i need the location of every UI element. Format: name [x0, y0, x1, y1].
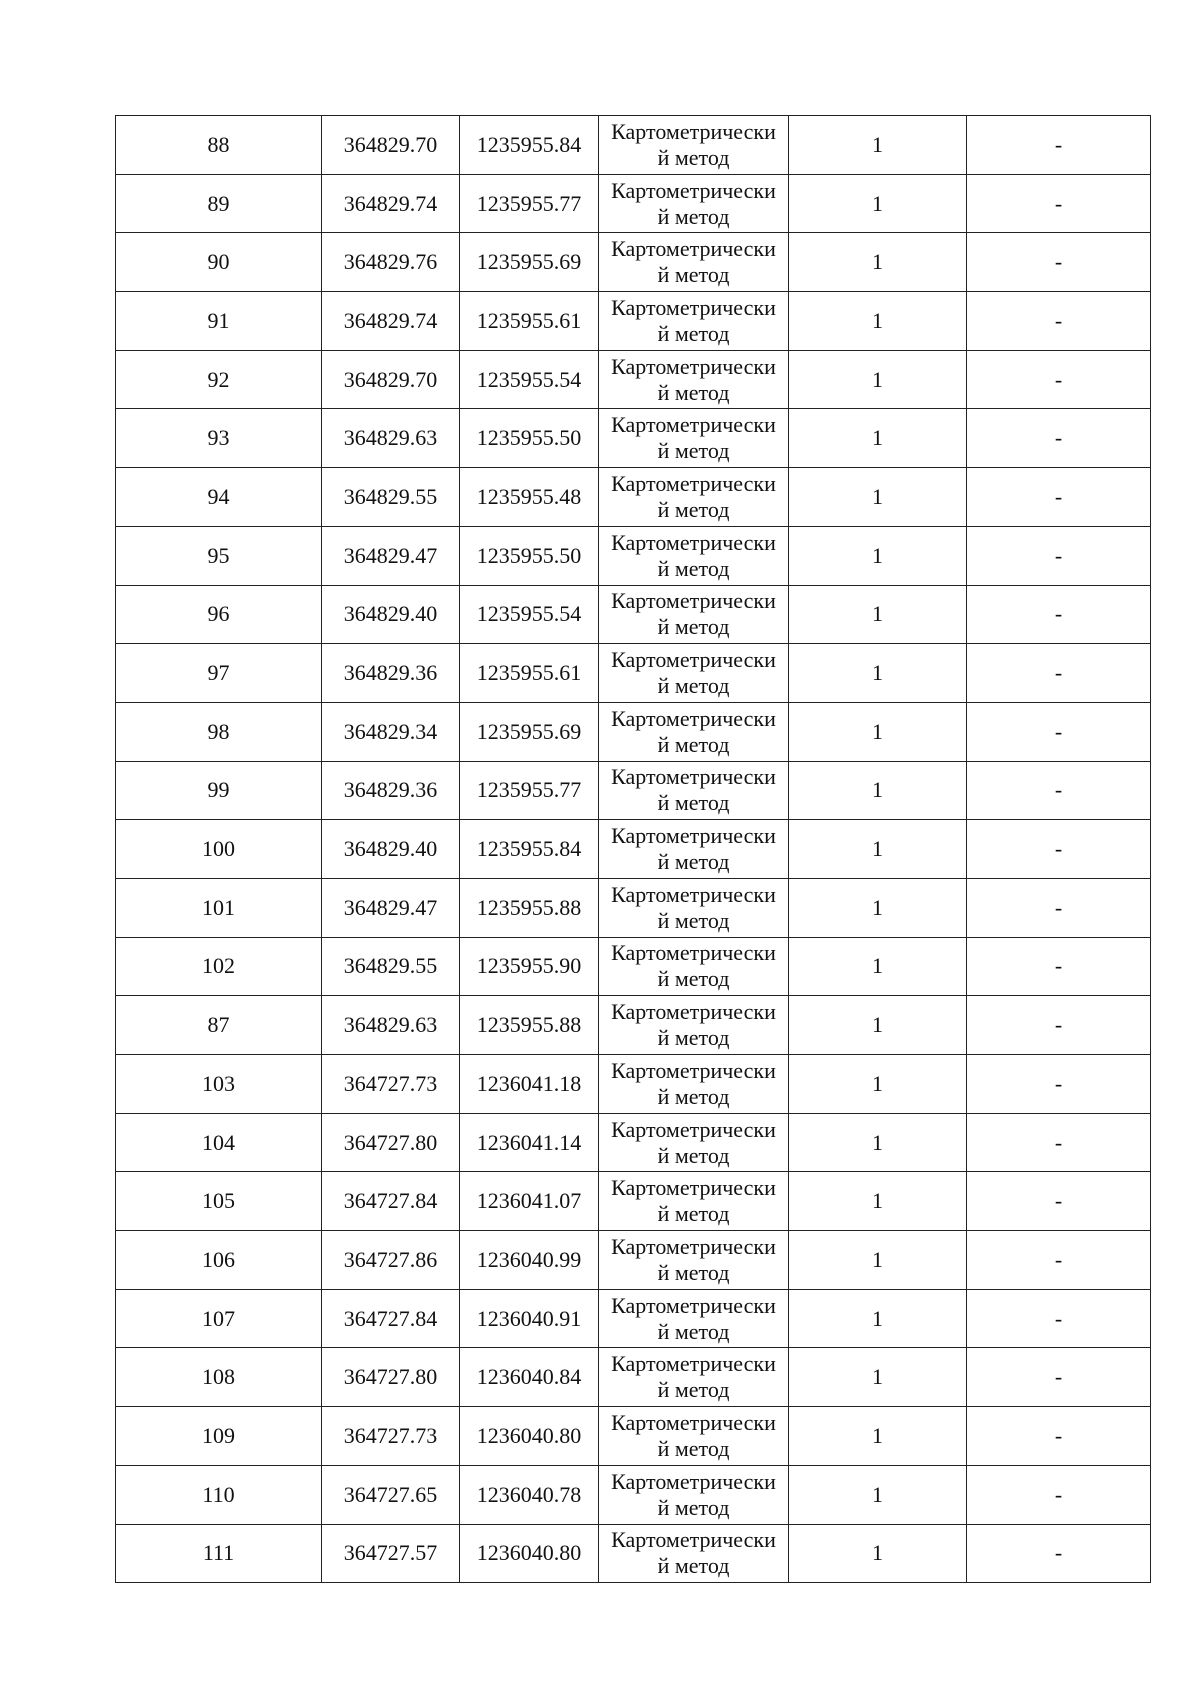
- x-coordinate-cell: 364829.47: [322, 526, 460, 585]
- table-row: [116, 1113, 1151, 1172]
- y-coordinate-cell: 1235955.54: [460, 585, 599, 644]
- method-text-line-2: й метод: [657, 144, 730, 170]
- note-cell: -: [967, 937, 1151, 996]
- accuracy-cell: 1: [789, 526, 967, 585]
- method-text-line-1: Картометрически: [611, 177, 776, 203]
- method-cell: [599, 233, 789, 292]
- table-row: [116, 761, 1151, 820]
- note-cell: -: [967, 526, 1151, 585]
- method-text-line-1: Картометрически: [611, 1468, 776, 1494]
- note-cell: -: [967, 1407, 1151, 1466]
- method-cell: [599, 1113, 789, 1172]
- y-coordinate-cell: 1235955.84: [460, 116, 599, 175]
- y-coordinate-cell: 1235955.88: [460, 996, 599, 1055]
- y-coordinate-cell: 1236041.14: [460, 1113, 599, 1172]
- y-coordinate-cell: 1235955.48: [460, 468, 599, 527]
- method-text-line-2: й метод: [657, 438, 730, 464]
- x-coordinate-cell: 364727.80: [322, 1348, 460, 1407]
- table-row: [116, 468, 1151, 527]
- y-coordinate-cell: 1235955.61: [460, 644, 599, 703]
- method-cell: [599, 1524, 789, 1583]
- y-coordinate-cell: 1235955.84: [460, 820, 599, 879]
- note-cell: -: [967, 233, 1151, 292]
- method-cell: [599, 526, 789, 585]
- method-cell: [599, 1172, 789, 1231]
- method-cell: [599, 116, 789, 175]
- note-cell: -: [967, 996, 1151, 1055]
- method-text-line-2: й метод: [657, 849, 730, 875]
- x-coordinate-cell: 364727.73: [322, 1055, 460, 1114]
- y-coordinate-cell: 1236040.78: [460, 1465, 599, 1524]
- method-text-line-1: Картометрически: [611, 118, 776, 144]
- method-cell: [599, 761, 789, 820]
- accuracy-cell: 1: [789, 233, 967, 292]
- method-text-line-2: й метод: [657, 966, 730, 992]
- accuracy-cell: 1: [789, 1113, 967, 1172]
- method-text-line-1: Картометрически: [611, 529, 776, 555]
- note-cell: -: [967, 1465, 1151, 1524]
- accuracy-cell: 1: [789, 702, 967, 761]
- method-text-line-1: Картометрически: [611, 705, 776, 731]
- point-number-cell: 100: [116, 820, 322, 879]
- x-coordinate-cell: 364829.76: [322, 233, 460, 292]
- note-cell: -: [967, 116, 1151, 175]
- method-text-line-1: Картометрически: [611, 1057, 776, 1083]
- x-coordinate-cell: 364829.34: [322, 702, 460, 761]
- coordinates-table: [115, 115, 1151, 1583]
- point-number-cell: 89: [116, 174, 322, 233]
- note-cell: -: [967, 702, 1151, 761]
- note-cell: -: [967, 1348, 1151, 1407]
- method-text-line-2: й метод: [657, 1142, 730, 1168]
- point-number-cell: 88: [116, 116, 322, 175]
- y-coordinate-cell: 1235955.54: [460, 350, 599, 409]
- point-number-cell: 99: [116, 761, 322, 820]
- method-text-line-1: Картометрически: [611, 1175, 776, 1201]
- method-text-line-1: Картометрически: [611, 764, 776, 790]
- note-cell: -: [967, 878, 1151, 937]
- point-number-cell: 96: [116, 585, 322, 644]
- method-text-line-1: Картометрически: [611, 1527, 776, 1553]
- method-text-line-2: й метод: [657, 379, 730, 405]
- y-coordinate-cell: 1236041.18: [460, 1055, 599, 1114]
- table-row: [116, 820, 1151, 879]
- method-text-line-2: й метод: [657, 496, 730, 522]
- method-text-line-2: й метод: [657, 731, 730, 757]
- note-cell: -: [967, 644, 1151, 703]
- table-row: [116, 996, 1151, 1055]
- method-text-line-1: Картометрически: [611, 881, 776, 907]
- note-cell: -: [967, 292, 1151, 351]
- method-text-line-1: Картометрически: [611, 1409, 776, 1435]
- method-text-line-2: й метод: [657, 673, 730, 699]
- x-coordinate-cell: 364829.47: [322, 878, 460, 937]
- table-row: [116, 292, 1151, 351]
- coordinates-table-body: [116, 116, 1151, 1583]
- note-cell: -: [967, 1289, 1151, 1348]
- method-cell: [599, 878, 789, 937]
- method-text-line-2: й метод: [657, 1377, 730, 1403]
- point-number-cell: 103: [116, 1055, 322, 1114]
- table-row: [116, 1407, 1151, 1466]
- table-row: [116, 878, 1151, 937]
- y-coordinate-cell: 1235955.50: [460, 526, 599, 585]
- method-text-line-1: Картометрически: [611, 236, 776, 262]
- method-text-line-2: й метод: [657, 1318, 730, 1344]
- method-cell: [599, 292, 789, 351]
- accuracy-cell: 1: [789, 1172, 967, 1231]
- method-text-line-2: й метод: [657, 614, 730, 640]
- accuracy-cell: 1: [789, 937, 967, 996]
- accuracy-cell: 1: [789, 1524, 967, 1583]
- accuracy-cell: 1: [789, 409, 967, 468]
- method-cell: [599, 350, 789, 409]
- point-number-cell: 91: [116, 292, 322, 351]
- accuracy-cell: 1: [789, 1289, 967, 1348]
- point-number-cell: 97: [116, 644, 322, 703]
- method-text-line-2: й метод: [657, 1259, 730, 1285]
- x-coordinate-cell: 364727.84: [322, 1289, 460, 1348]
- y-coordinate-cell: 1235955.61: [460, 292, 599, 351]
- method-cell: [599, 996, 789, 1055]
- accuracy-cell: 1: [789, 174, 967, 233]
- x-coordinate-cell: 364727.84: [322, 1172, 460, 1231]
- x-coordinate-cell: 364829.55: [322, 468, 460, 527]
- y-coordinate-cell: 1235955.69: [460, 233, 599, 292]
- method-text-line-2: й метод: [657, 1025, 730, 1051]
- y-coordinate-cell: 1236040.99: [460, 1231, 599, 1290]
- x-coordinate-cell: 364829.55: [322, 937, 460, 996]
- point-number-cell: 104: [116, 1113, 322, 1172]
- table-row: [116, 1348, 1151, 1407]
- table-row: [116, 174, 1151, 233]
- method-text-line-2: й метод: [657, 1435, 730, 1461]
- y-coordinate-cell: 1235955.90: [460, 937, 599, 996]
- point-number-cell: 94: [116, 468, 322, 527]
- method-cell: [599, 174, 789, 233]
- accuracy-cell: 1: [789, 468, 967, 527]
- method-cell: [599, 409, 789, 468]
- y-coordinate-cell: 1235955.50: [460, 409, 599, 468]
- accuracy-cell: 1: [789, 1055, 967, 1114]
- point-number-cell: 108: [116, 1348, 322, 1407]
- x-coordinate-cell: 364829.70: [322, 350, 460, 409]
- accuracy-cell: 1: [789, 996, 967, 1055]
- y-coordinate-cell: 1236040.80: [460, 1407, 599, 1466]
- method-cell: [599, 937, 789, 996]
- note-cell: -: [967, 1055, 1151, 1114]
- point-number-cell: 98: [116, 702, 322, 761]
- method-text-line-2: й метод: [657, 907, 730, 933]
- table-row: [116, 644, 1151, 703]
- point-number-cell: 87: [116, 996, 322, 1055]
- x-coordinate-cell: 364829.40: [322, 585, 460, 644]
- method-text-line-2: й метод: [657, 555, 730, 581]
- y-coordinate-cell: 1236040.91: [460, 1289, 599, 1348]
- point-number-cell: 95: [116, 526, 322, 585]
- table-row: [116, 585, 1151, 644]
- note-cell: -: [967, 761, 1151, 820]
- accuracy-cell: 1: [789, 1348, 967, 1407]
- point-number-cell: 107: [116, 1289, 322, 1348]
- method-text-line-1: Картометрически: [611, 1233, 776, 1259]
- note-cell: -: [967, 1172, 1151, 1231]
- method-text-line-1: Картометрически: [611, 1351, 776, 1377]
- table-row: [116, 116, 1151, 175]
- method-text-line-2: й метод: [657, 203, 730, 229]
- accuracy-cell: 1: [789, 1465, 967, 1524]
- y-coordinate-cell: 1235955.88: [460, 878, 599, 937]
- note-cell: -: [967, 1231, 1151, 1290]
- method-cell: [599, 1407, 789, 1466]
- x-coordinate-cell: 364829.74: [322, 174, 460, 233]
- note-cell: -: [967, 468, 1151, 527]
- point-number-cell: 90: [116, 233, 322, 292]
- point-number-cell: 102: [116, 937, 322, 996]
- accuracy-cell: 1: [789, 350, 967, 409]
- method-cell: [599, 1055, 789, 1114]
- point-number-cell: 101: [116, 878, 322, 937]
- method-cell: [599, 702, 789, 761]
- x-coordinate-cell: 364727.80: [322, 1113, 460, 1172]
- method-text-line-1: Картометрически: [611, 412, 776, 438]
- accuracy-cell: 1: [789, 116, 967, 175]
- point-number-cell: 110: [116, 1465, 322, 1524]
- accuracy-cell: 1: [789, 878, 967, 937]
- note-cell: -: [967, 585, 1151, 644]
- accuracy-cell: 1: [789, 1231, 967, 1290]
- method-cell: [599, 644, 789, 703]
- point-number-cell: 109: [116, 1407, 322, 1466]
- y-coordinate-cell: 1236041.07: [460, 1172, 599, 1231]
- method-cell: [599, 1348, 789, 1407]
- point-number-cell: 106: [116, 1231, 322, 1290]
- x-coordinate-cell: 364727.65: [322, 1465, 460, 1524]
- note-cell: -: [967, 820, 1151, 879]
- point-number-cell: 92: [116, 350, 322, 409]
- method-text-line-1: Картометрически: [611, 588, 776, 614]
- accuracy-cell: 1: [789, 1407, 967, 1466]
- table-row: [116, 1524, 1151, 1583]
- note-cell: -: [967, 174, 1151, 233]
- method-text-line-1: Картометрически: [611, 294, 776, 320]
- note-cell: -: [967, 350, 1151, 409]
- x-coordinate-cell: 364829.36: [322, 761, 460, 820]
- method-text-line-2: й метод: [657, 1553, 730, 1579]
- point-number-cell: 93: [116, 409, 322, 468]
- table-row: [116, 1055, 1151, 1114]
- method-text-line-1: Картометрически: [611, 1292, 776, 1318]
- method-text-line-1: Картометрически: [611, 647, 776, 673]
- accuracy-cell: 1: [789, 820, 967, 879]
- method-cell: [599, 468, 789, 527]
- method-text-line-2: й метод: [657, 1201, 730, 1227]
- note-cell: -: [967, 409, 1151, 468]
- method-cell: [599, 820, 789, 879]
- method-text-line-2: й метод: [657, 790, 730, 816]
- method-cell: [599, 1465, 789, 1524]
- table-row: [116, 1172, 1151, 1231]
- method-text-line-2: й метод: [657, 1494, 730, 1520]
- table-row: [116, 526, 1151, 585]
- note-cell: -: [967, 1524, 1151, 1583]
- table-row: [116, 1289, 1151, 1348]
- method-text-line-1: Картометрически: [611, 999, 776, 1025]
- point-number-cell: 111: [116, 1524, 322, 1583]
- method-text-line-1: Картометрически: [611, 353, 776, 379]
- table-row: [116, 702, 1151, 761]
- method-text-line-2: й метод: [657, 1083, 730, 1109]
- point-number-cell: 105: [116, 1172, 322, 1231]
- y-coordinate-cell: 1235955.69: [460, 702, 599, 761]
- accuracy-cell: 1: [789, 761, 967, 820]
- table-row: [116, 350, 1151, 409]
- y-coordinate-cell: 1235955.77: [460, 761, 599, 820]
- x-coordinate-cell: 364829.63: [322, 409, 460, 468]
- x-coordinate-cell: 364829.40: [322, 820, 460, 879]
- y-coordinate-cell: 1235955.77: [460, 174, 599, 233]
- method-cell: [599, 1231, 789, 1290]
- method-cell: [599, 1289, 789, 1348]
- x-coordinate-cell: 364727.57: [322, 1524, 460, 1583]
- method-text-line-2: й метод: [657, 262, 730, 288]
- y-coordinate-cell: 1236040.84: [460, 1348, 599, 1407]
- table-row: [116, 409, 1151, 468]
- method-text-line-1: Картометрически: [611, 1116, 776, 1142]
- accuracy-cell: 1: [789, 585, 967, 644]
- x-coordinate-cell: 364727.86: [322, 1231, 460, 1290]
- method-text-line-1: Картометрически: [611, 470, 776, 496]
- table-row: [116, 1231, 1151, 1290]
- x-coordinate-cell: 364829.36: [322, 644, 460, 703]
- accuracy-cell: 1: [789, 292, 967, 351]
- x-coordinate-cell: 364829.74: [322, 292, 460, 351]
- y-coordinate-cell: 1236040.80: [460, 1524, 599, 1583]
- method-text-line-1: Картометрически: [611, 823, 776, 849]
- x-coordinate-cell: 364829.63: [322, 996, 460, 1055]
- method-cell: [599, 585, 789, 644]
- table-row: [116, 233, 1151, 292]
- method-text-line-1: Картометрически: [611, 940, 776, 966]
- method-text-line-2: й метод: [657, 320, 730, 346]
- table-row: [116, 1465, 1151, 1524]
- note-cell: -: [967, 1113, 1151, 1172]
- x-coordinate-cell: 364727.73: [322, 1407, 460, 1466]
- accuracy-cell: 1: [789, 644, 967, 703]
- x-coordinate-cell: 364829.70: [322, 116, 460, 175]
- table-row: [116, 937, 1151, 996]
